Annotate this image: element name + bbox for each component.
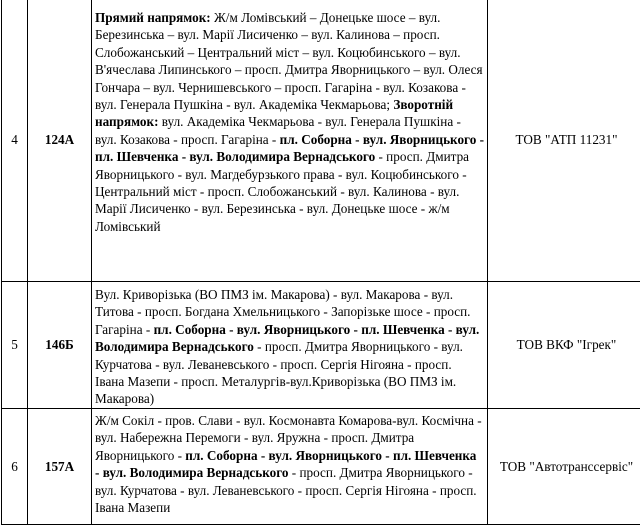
reverse-direction-label: Зворотній напрямок: [95, 97, 454, 130]
route-number: 157А [28, 409, 92, 525]
route-path-cell [92, 282, 488, 409]
row-number: 4 [2, 0, 28, 282]
direct-direction-label: Прямий напрямок: [95, 10, 211, 25]
central-streets-bold: пл. Соборна - вул. Яворницького - пл. Шевченка - вул. Володимира Вернадського [95, 131, 484, 165]
carrier-name: ТОВ ВКФ "Ігрек" [488, 282, 640, 409]
row-number: 5 [2, 282, 28, 409]
reverse-direction-text: вул. Академіка Чекмарьова - вул. Генерала Пушкіна - вул. Козакова - просп. Гагаріна - [95, 114, 461, 147]
table-row [2, 409, 640, 525]
reverse-direction-text-end: - просп. Дмитра Яворницького - вул. Магдебурзького права - вул. Коцюбинського - Центральний міст - просп. Слобожанський - вул. Калинова - вул. Марії Лисиченко - вул. Березинська - вул. Донецьке шосе - ж/м Ломівський [95, 149, 470, 234]
routes-table [1, 0, 640, 525]
route-path-text-end: - просп. Дмитра Яворницького - вул. Курчатова - вул. Леваневського - просп. Сергія Нігояна - просп. Івана Мазепи - просп. Металургів-вул.Криворізька (ВО ПМЗ ім. Макарова) [95, 339, 463, 407]
row-number: 6 [2, 409, 28, 525]
route-path-text: Вул. Криворізька (ВО ПМЗ ім. Макарова) - вул. Макарова - вул. Титова - просп. Богдана Хмельницького - Запорізьке шосе - просп. Гагаріна - [95, 287, 471, 337]
direct-direction-text: Ж/м Ломівський – Донецьке шосе – вул. Березинська – вул. Марії Лисиченко – вул. Калинова – просп. Слобожанський – Центральний міст – вул. Коцюбинського – вул. В'ячеслава Липинського – просп. Дмитра Яворницького – вул. Олеся Гончара – вул. Чернишевського – просп. Гагаріна - вул. Козакова - вул. Генерала Пушкіна - вул. Академіка Чекмарьова; [95, 10, 483, 113]
route-path-text-end: - просп. Дмитра Яворницького - вул. Курчатова - вул. Леваневського - просп. Сергія Нігояна - просп. Івана Мазепи [95, 465, 477, 516]
central-streets-bold: пл. Соборна - вул. Яворницького - пл. Шевченка - вул. Володимира Вернадського [95, 321, 480, 355]
table-row [2, 282, 640, 409]
route-path [95, 409, 484, 516]
route-path-cell [92, 0, 488, 282]
carrier-name: ТОВ "АТП 11231" [488, 0, 640, 282]
table-row [2, 0, 640, 282]
central-streets-bold: пл. Соборна - вул. Яворницького - пл. Шевченка - вул. Володимира Вернадського [95, 447, 477, 481]
route-number: 146Б [28, 282, 92, 409]
route-path [95, 0, 484, 235]
carrier-name: ТОВ "Автотранссервіс" [488, 409, 640, 525]
route-path [95, 282, 484, 408]
route-path-cell [92, 409, 488, 525]
route-path-text: Ж/м Сокіл - пров. Слави - вул. Космонавта Комарова-вул. Космічна - вул. Набережна Перемоги - вул. Яружна - просп. Дмитра Яворницького - [95, 413, 482, 463]
route-number: 124А [28, 0, 92, 282]
